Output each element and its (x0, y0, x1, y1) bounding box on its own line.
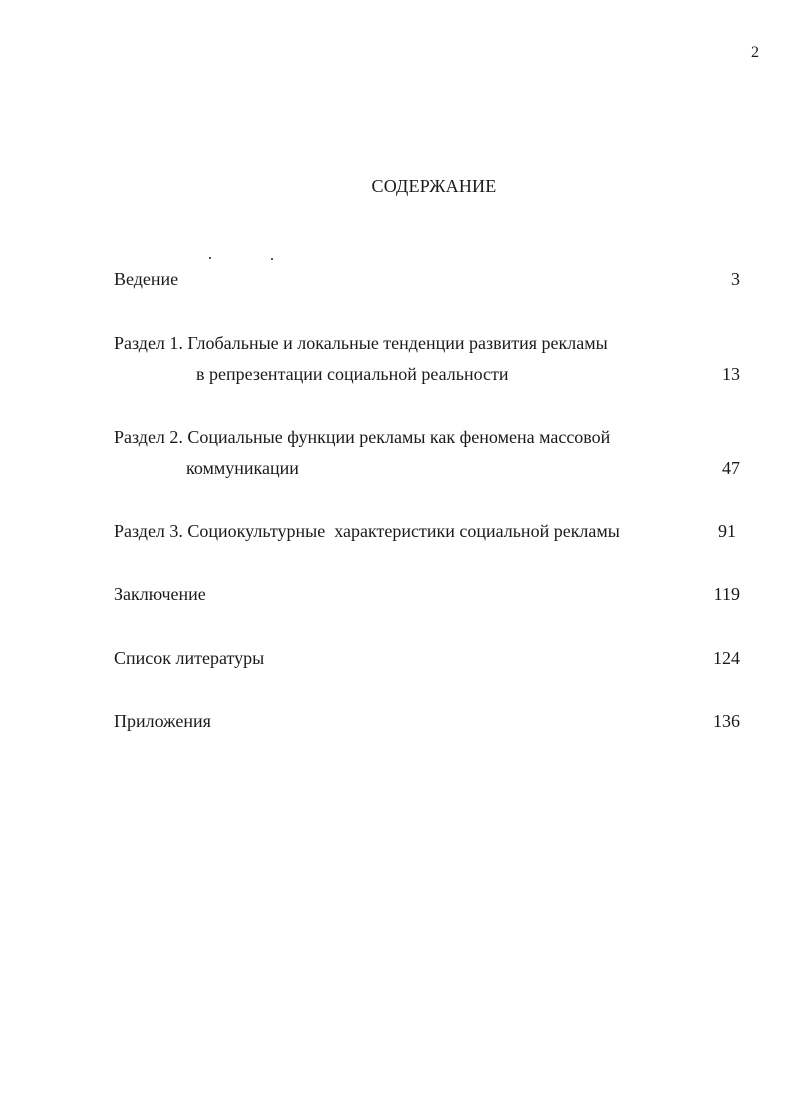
toc-entry-bibliography[interactable] (114, 647, 740, 678)
toc-page-ref: 136 (713, 711, 740, 731)
toc-entry-section-3[interactable] (114, 520, 740, 551)
scan-speck (271, 258, 273, 260)
page-number: 2 (751, 44, 759, 61)
toc-page-ref: 47 (722, 458, 740, 478)
toc-entry-label: Список литературы (114, 648, 265, 668)
toc-entry-conclusion[interactable] (114, 583, 740, 614)
toc-entry-appendices[interactable] (114, 710, 740, 741)
toc-entry-label: Ведение (114, 269, 179, 289)
toc-entry-label: Раздел 1. Глобальные и локальные тенденции развития рекламы (114, 333, 608, 353)
toc-entry-introduction[interactable] (114, 268, 740, 299)
toc-entry-label-continuation: в репрезентации социальной реальности (196, 364, 509, 384)
toc-page-ref: 13 (722, 364, 740, 384)
toc-page-ref: 119 (713, 584, 740, 604)
toc-entry-label-continuation: коммуникации (186, 458, 299, 478)
toc-entry-label: Приложения (114, 711, 211, 731)
toc-entry-section-1[interactable] (114, 332, 740, 394)
scan-speck (209, 257, 211, 259)
toc-page-ref: 91 (718, 521, 736, 541)
toc-page-ref: 124 (713, 648, 740, 668)
toc-entry-label: Заключение (114, 584, 206, 604)
toc-page-ref: 3 (731, 269, 740, 289)
toc-entry-label: Раздел 3. Социокультурные характеристики социальной рекламы (114, 521, 620, 541)
toc-entry-label: Раздел 2. Социальные функции рекламы как феномена массовой (114, 427, 611, 447)
toc-title: СОДЕРЖАНИЕ (371, 176, 497, 196)
toc-entry-section-2[interactable] (114, 426, 740, 488)
